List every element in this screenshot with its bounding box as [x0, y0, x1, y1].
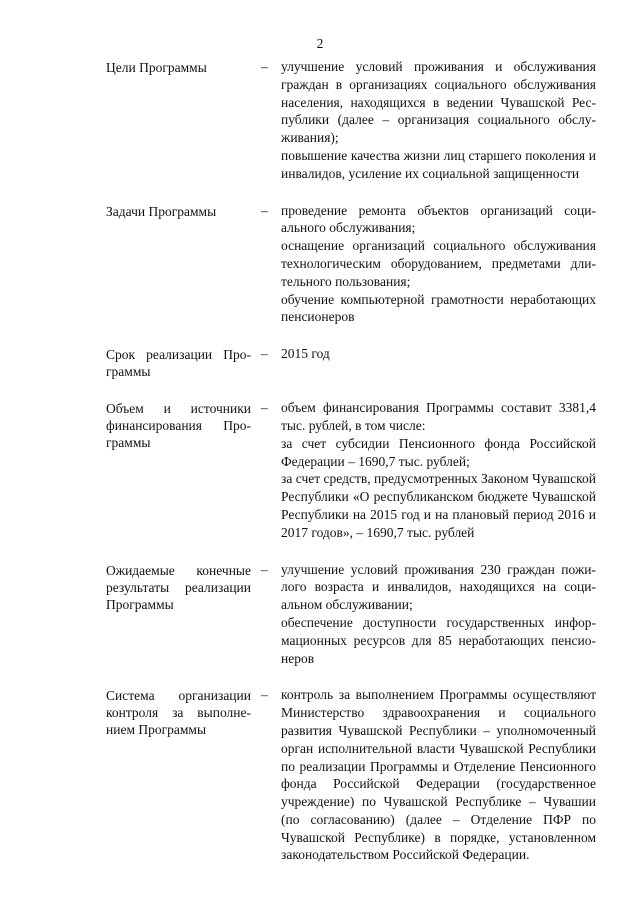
passport-row-goals [106, 58, 596, 183]
paragraph: улучшение условий проживания и обслуживания граждан в организациях социального обслуживания населения, находящихся в ведении Чувашской Республики (далее – организация социального обслуживания); [281, 59, 596, 146]
row-label: Задачи Программы [106, 203, 217, 219]
row-dash: – [261, 59, 268, 74]
program-passport [106, 58, 596, 864]
paragraph: повышение качества жизни лиц старшего поколения и инвалидов, усиление их социальной защищенности [281, 147, 596, 181]
paragraph: улучшение условий проживания 230 граждан пожилого возраста и инвалидов, находящихся на социальном обслуживании; [281, 561, 596, 613]
row-label: Срок реализации Программы [106, 347, 251, 380]
paragraph: проведение ремонта объектов организаций социального обслуживания; [281, 202, 596, 236]
passport-row-funding [106, 399, 596, 541]
paragraph: объем финансирования Программы составит 3381,4 тыс. рублей, в том числе: [281, 400, 596, 433]
row-dash: – [261, 202, 268, 218]
passport-row-control [106, 686, 596, 864]
page-number: 2 [316, 36, 324, 51]
row-content [281, 58, 596, 183]
paragraph: оснащение организаций социального обслуживания технологическим оборудованием, предметами длительного пользования; [281, 238, 596, 289]
row-dash: – [261, 561, 268, 577]
row-label: Объем и источники финансирования Программы [106, 401, 251, 451]
row-dash: – [261, 346, 268, 362]
paragraph: за счет субсидии Пенсионного фонда Российской Федерации – 1690,7 тыс. рублей; [281, 435, 596, 469]
row-label: Ожидаемые конечные результаты реализации Программы [106, 562, 251, 612]
paragraph: за счет средств, предусмотренных Законом Чувашской Республики «О республиканском бюджете Чувашской Республики на 2015 год и на плановый период 2016 и 2017 годов», – 1690,7 тыс. рублей [281, 471, 596, 540]
row-label: Система организации контроля за выполнением Программы [106, 688, 251, 738]
row-dash: – [261, 687, 268, 703]
passport-row-term [106, 345, 596, 380]
row-dash: – [261, 400, 268, 416]
paragraph: обучение компьютерной грамотности неработающих пенсионеров [281, 291, 596, 325]
passport-row-results [106, 561, 596, 668]
paragraph: 2015 год [281, 346, 330, 362]
row-content [281, 202, 596, 327]
passport-row-tasks [106, 202, 596, 327]
row-content [281, 345, 596, 363]
row-content [281, 399, 596, 541]
row-content [281, 686, 596, 864]
paragraph: обеспечение доступности государственных информационных ресурсов для 85 неработающих пенсионеров [281, 614, 596, 666]
row-content [281, 561, 596, 668]
paragraph: контроль за выполнением Программы осуществляют Министерство здравоохранения и социального развития Чувашской Республики – уполномоченный орган исполнительной власти Чувашской Республики по реализации Программы и Отделение Пенсионного фонда Российской Федерации (государственное учреждение) по Чувашской Республике – Чувашии (по согласованию) (далее – Отделение ПФР по Чувашской Республике) в порядке, установленном законодательством Российской Федерации. [281, 687, 596, 863]
row-label: Цели Программы [106, 60, 207, 75]
